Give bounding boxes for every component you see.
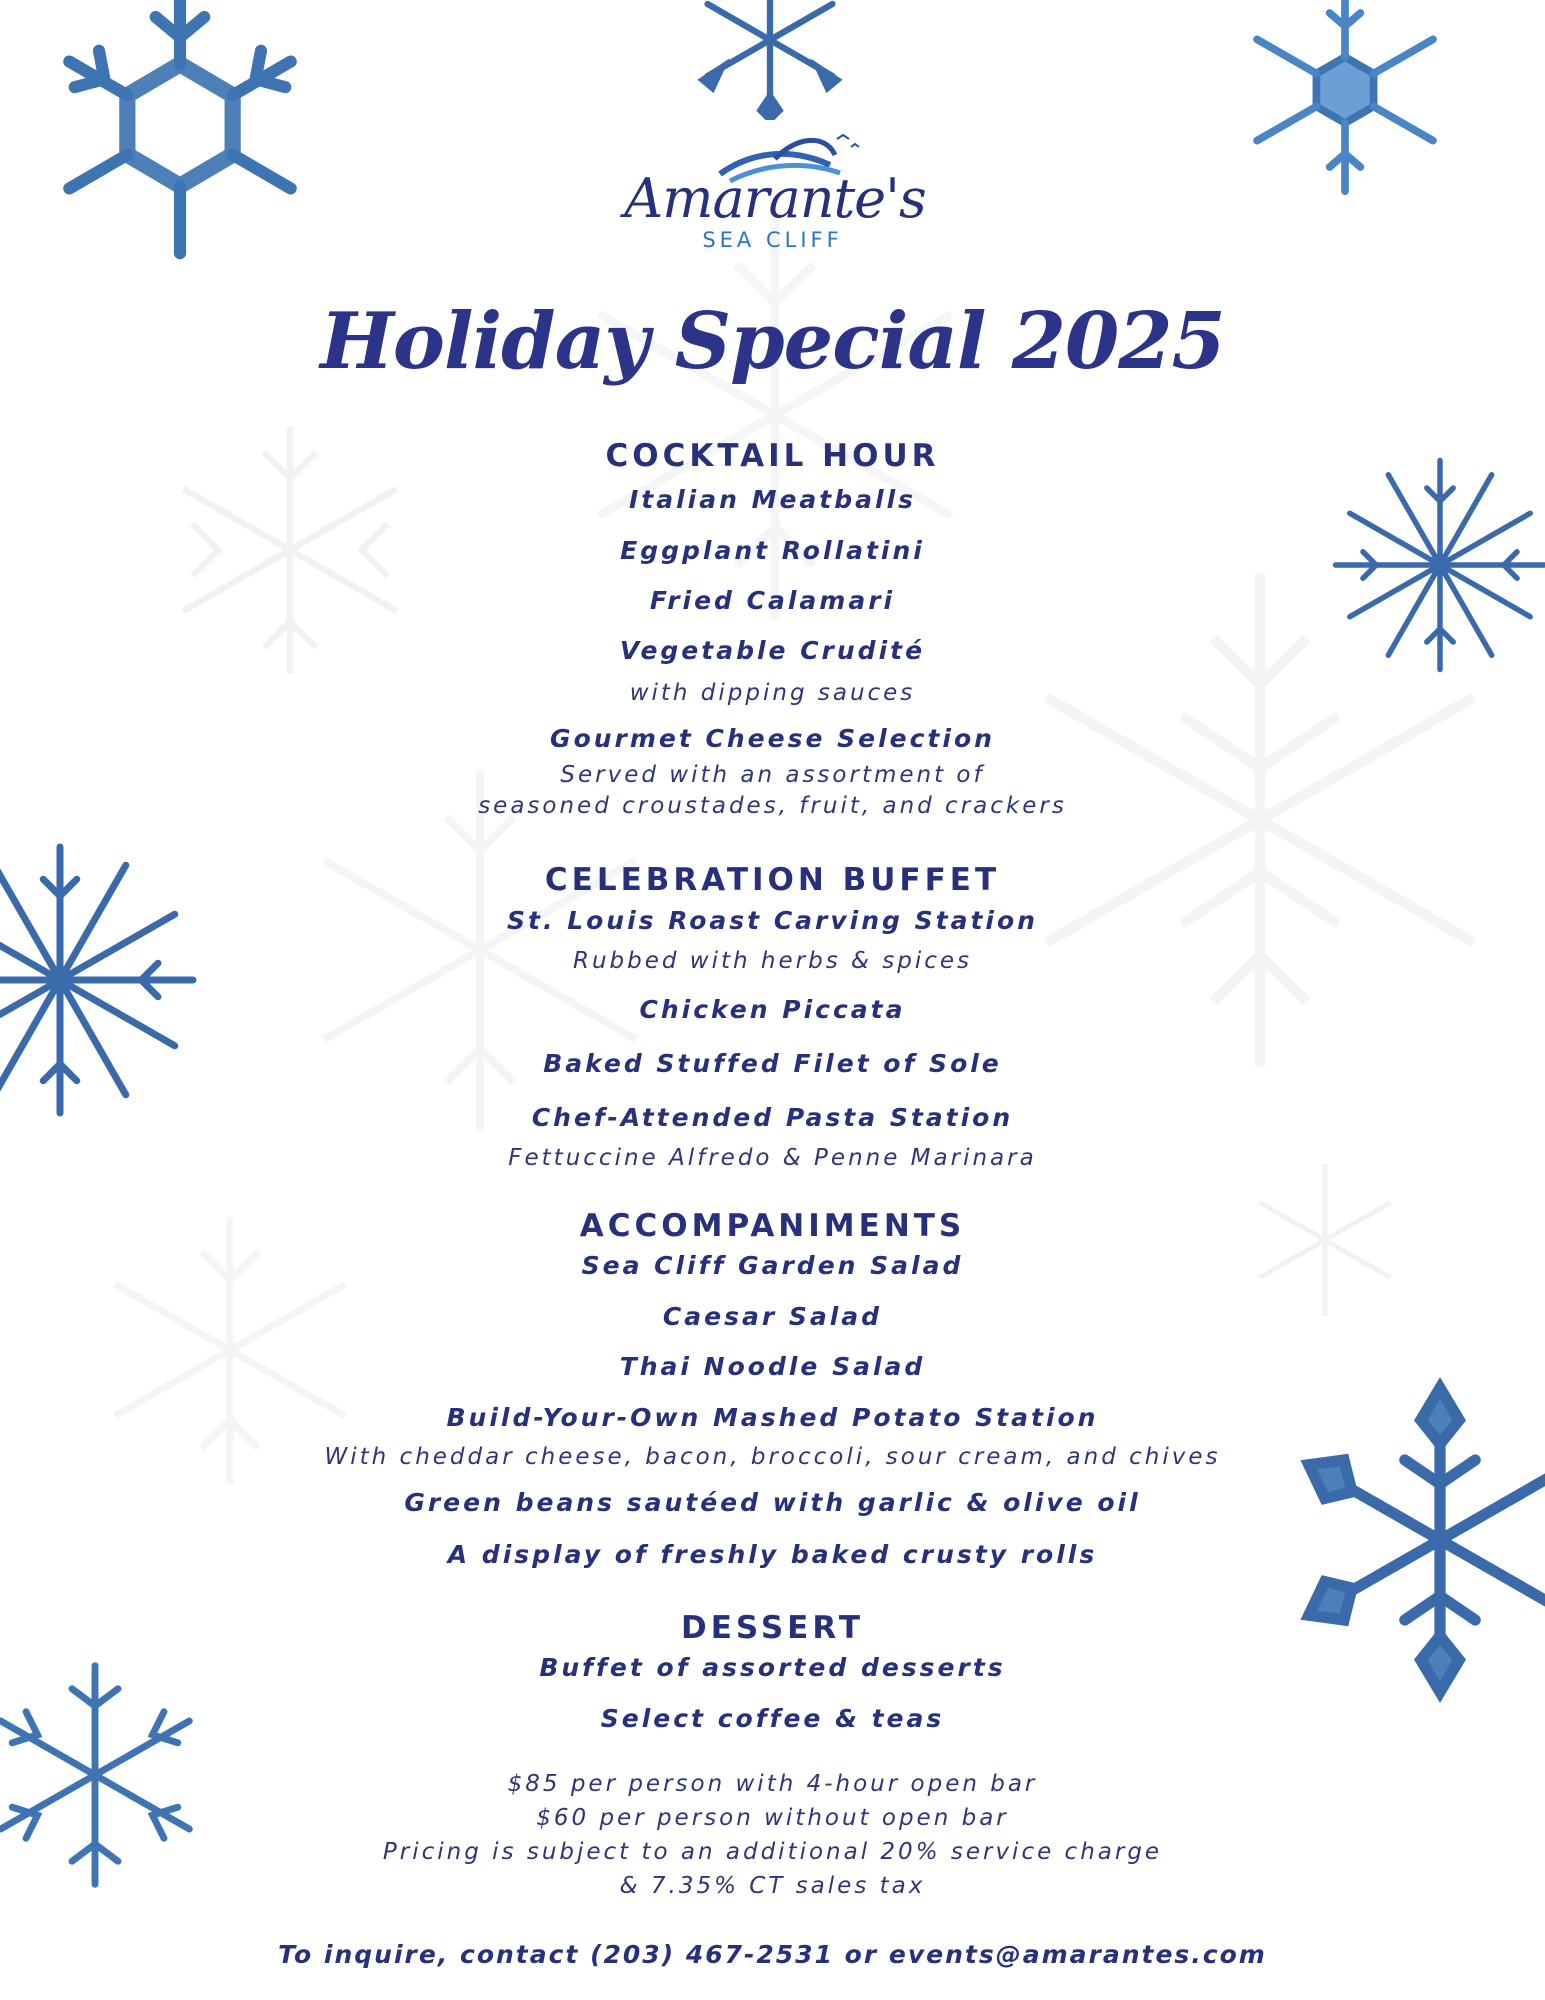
- menu-item: Fried Calamari: [649, 586, 896, 615]
- snowflake-icon: [1210, 0, 1480, 200]
- menu-item: Buffet of assorted desserts: [539, 1653, 1006, 1682]
- contact-line: To inquire, contact (203) 467-2531 or events@amarantes.com: [278, 1940, 1267, 1969]
- menu-item: A display of freshly baked crusty rolls: [447, 1540, 1098, 1569]
- page-title: Holiday Special 2025: [320, 296, 1225, 387]
- background-snowflake-icon: [560, 200, 990, 630]
- menu-item: Baked Stuffed Filet of Sole: [543, 1049, 1002, 1078]
- menu-item: Eggplant Rollatini: [620, 536, 925, 565]
- menu-item-note: Rubbed with herbs & spices: [572, 948, 972, 974]
- menu-item: St. Louis Roast Carving Station: [507, 906, 1038, 935]
- menu-item: Chicken Piccata: [639, 995, 906, 1024]
- pricing-line: Pricing is subject to an additional 20% service charge: [382, 1839, 1163, 1865]
- menu-item-note: with dipping sauces: [629, 680, 916, 706]
- logo-wordmark: Amarante's: [624, 167, 926, 230]
- section-heading-dessert: DESSERT: [681, 1610, 864, 1646]
- menu-item: Gourmet Cheese Selection: [550, 724, 995, 753]
- logo-subtitle: SEA CLIFF: [702, 228, 843, 252]
- menu-item: Thai Noodle Salad: [619, 1352, 926, 1381]
- pricing-line: $60 per person without open bar: [536, 1805, 1009, 1831]
- snowflake-icon: [0, 0, 380, 260]
- menu-item-note: With cheddar cheese, bacon, broccoli, sour cream, and chives: [324, 1444, 1221, 1470]
- menu-item-note: Fettuccine Alfredo & Penne Marinara: [508, 1145, 1037, 1171]
- menu-item: Build-Your-Own Mashed Potato Station: [446, 1403, 1099, 1432]
- section-heading-accompaniments: ACCOMPANIMENTS: [579, 1208, 966, 1244]
- menu-item: Sea Cliff Garden Salad: [581, 1251, 964, 1280]
- snowflake-icon: [650, 0, 890, 120]
- section-heading-cocktail: COCKTAIL HOUR: [605, 438, 940, 474]
- pricing-line: & 7.35% CT sales tax: [619, 1873, 926, 1899]
- menu-item-note: Served with an assortment of: [560, 762, 985, 788]
- menu-item-note: seasoned croustades, fruit, and crackers: [478, 793, 1067, 819]
- menu-item: Green beans sautéed with garlic & olive oil: [404, 1488, 1141, 1517]
- menu-item: Chef-Attended Pasta Station: [531, 1103, 1014, 1132]
- logo: [600, 125, 945, 260]
- menu-item: Select coffee & teas: [600, 1704, 945, 1733]
- section-heading-buffet: CELEBRATION BUFFET: [544, 862, 1001, 898]
- menu-item: Caesar Salad: [662, 1302, 883, 1331]
- menu-item: Italian Meatballs: [628, 485, 917, 514]
- menu-item: Vegetable Crudité: [619, 636, 926, 665]
- pricing-line: $85 per person with 4-hour open bar: [507, 1771, 1038, 1797]
